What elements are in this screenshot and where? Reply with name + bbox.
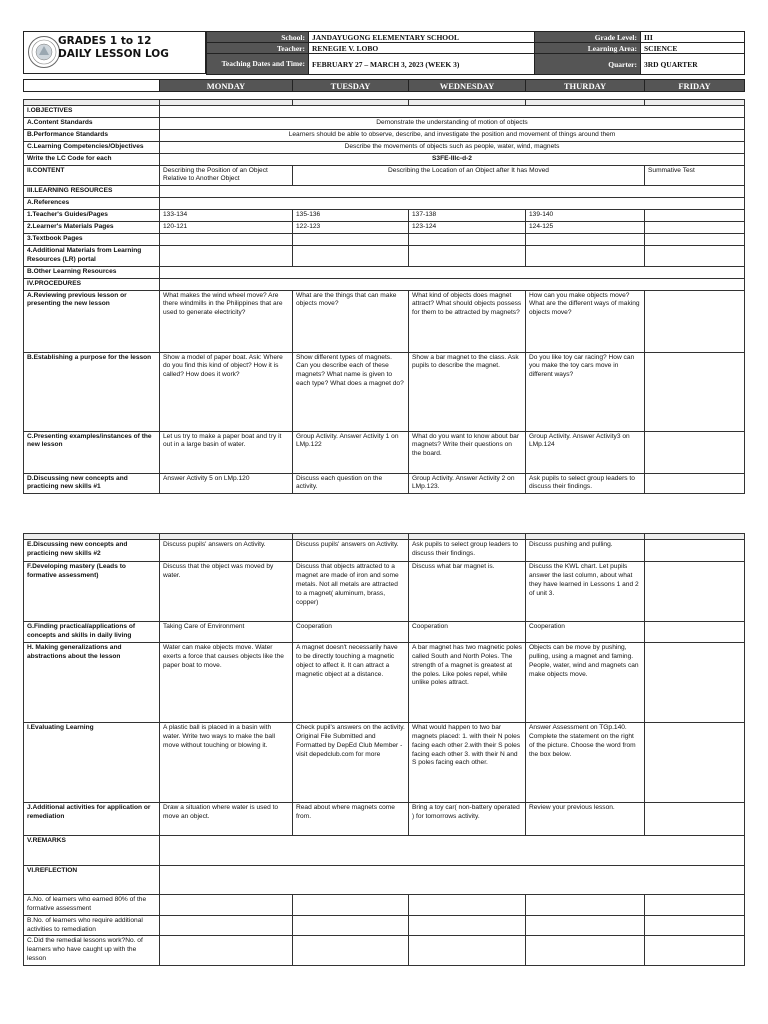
procedure-j-thursday: Review your previous lesson. bbox=[526, 802, 645, 835]
learning-area-value: SCIENCE bbox=[641, 43, 745, 54]
lm-wednesday: 123-124 bbox=[409, 222, 526, 234]
procedure-i-tuesday: Check pupil's answers on the activity. Original File Submitted and Formatted by DepEd Club Member - visit depedclub.com for more bbox=[293, 722, 409, 802]
other-resources-row bbox=[24, 266, 745, 278]
procedure-i-row bbox=[24, 722, 745, 802]
content-monday: Describing the Position of an Object Relative to Another Object bbox=[160, 165, 293, 186]
content-standards-value: Demonstrate the understanding of motion of objects bbox=[160, 117, 745, 129]
empty-cell bbox=[293, 233, 409, 245]
quarter-value: 3RD QUARTER bbox=[641, 54, 745, 75]
lesson-log-table-part1 bbox=[23, 99, 745, 494]
procedure-f-label: F.Developing mastery (Leads to formative assessment) bbox=[24, 562, 160, 622]
quarter-label: Quarter: bbox=[535, 54, 641, 75]
procedure-j-monday: Draw a situation where water is used to move an object. bbox=[160, 802, 293, 835]
empty-cell bbox=[160, 936, 293, 966]
procedure-c-wednesday: What do you want to know about bar magnets? Write their questions on the board. bbox=[409, 431, 526, 473]
procedure-b-row bbox=[24, 352, 745, 431]
day-wednesday: WEDNESDAY bbox=[409, 80, 526, 92]
weekday-header bbox=[23, 79, 745, 92]
procedure-d-row bbox=[24, 473, 745, 494]
procedure-i-friday bbox=[645, 722, 745, 802]
lc-code-value: S3FE-IIIc-d-2 bbox=[160, 153, 745, 165]
procedure-j-tuesday: Read about where magnets come from. bbox=[293, 802, 409, 835]
resources-heading-fill bbox=[160, 186, 745, 198]
procedure-e-tuesday: Discuss pupils' answers on Activity. bbox=[293, 540, 409, 562]
procedure-f-monday: Discuss that the object was moved by water. bbox=[160, 562, 293, 622]
empty-cell bbox=[645, 245, 745, 266]
procedure-b-monday: Show a model of paper boat. Ask: Where do you find this kind of object? How it is called? How does it work? bbox=[160, 352, 293, 431]
empty-cell bbox=[160, 233, 293, 245]
lm-tuesday: 122-123 bbox=[293, 222, 409, 234]
day-friday: FRIDAY bbox=[645, 80, 745, 92]
empty-cell bbox=[526, 894, 645, 915]
learners-materials-row bbox=[24, 222, 745, 234]
procedure-c-tuesday: Group Activity. Answer Activity 1 on LMp.122 bbox=[293, 431, 409, 473]
grade-level-label: Grade Level: bbox=[535, 32, 641, 43]
procedure-f-friday bbox=[645, 562, 745, 622]
resources-heading: III.LEARNING RESOURCES bbox=[24, 186, 160, 198]
reflection-b-label: B.No. of learners who require additional activities to remediation bbox=[24, 915, 160, 936]
empty-cell bbox=[526, 936, 645, 966]
procedure-h-thursday: Objects can be move by pushing, pulling, using a magnet and faming. People, water, wind and magnets can make objects move. bbox=[526, 642, 645, 722]
procedure-b-tuesday: Show different types of magnets. Can you describe each of these magnets? What name is given to each type? What does a magnet do? bbox=[293, 352, 409, 431]
procedure-g-label: G.Finding practical/applications of concepts and skills in daily living bbox=[24, 622, 160, 643]
empty-cell bbox=[645, 233, 745, 245]
remarks-value bbox=[160, 835, 745, 865]
empty-cell bbox=[526, 915, 645, 936]
content-row bbox=[24, 165, 745, 186]
empty-cell bbox=[645, 936, 745, 966]
procedure-j-row bbox=[24, 802, 745, 835]
remarks-row bbox=[24, 835, 745, 865]
procedure-b-thursday: Do you like toy car racing? How can you make the toy cars move in different ways? bbox=[526, 352, 645, 431]
teacher-label: Teacher: bbox=[207, 43, 309, 54]
empty-cell bbox=[293, 915, 409, 936]
procedure-f-row bbox=[24, 562, 745, 622]
procedure-i-monday: A plastic ball is placed in a basin with water. Write two ways to make the ball move without touching or blowing it. bbox=[160, 722, 293, 802]
tg-wednesday: 137-138 bbox=[409, 210, 526, 222]
procedure-e-monday: Discuss pupils' answers on Activity. bbox=[160, 540, 293, 562]
deped-seal-icon bbox=[27, 35, 61, 69]
reflection-a-row bbox=[24, 894, 745, 915]
procedure-h-label: H. Making generalizations and abstractions about the lesson bbox=[24, 642, 160, 722]
procedure-d-tuesday: Discuss each question on the activity. bbox=[293, 473, 409, 494]
procedure-g-friday bbox=[645, 622, 745, 643]
empty-cell bbox=[526, 233, 645, 245]
content-standards-row bbox=[24, 117, 745, 129]
performance-standards-row bbox=[24, 129, 745, 141]
procedure-f-thursday: Discuss the KWL chart. Let pupils answer the last column, about what they have learned in Lessons 1 and 2 of unit 3. bbox=[526, 562, 645, 622]
procedure-g-tuesday: Cooperation bbox=[293, 622, 409, 643]
content-label: II.CONTENT bbox=[24, 165, 160, 186]
other-resources-label: B.Other Learning Resources bbox=[24, 266, 160, 278]
tg-thursday: 139-140 bbox=[526, 210, 645, 222]
procedure-d-label: D.Discussing new concepts and practicing new skills #1 bbox=[24, 473, 160, 494]
other-resources-fill bbox=[160, 266, 745, 278]
procedure-c-thursday: Group Activity. Answer Activity3 on LMp.124 bbox=[526, 431, 645, 473]
procedure-b-wednesday: Show a bar magnet to the class. Ask pupils to describe the magnet. bbox=[409, 352, 526, 431]
additional-materials-row bbox=[24, 245, 745, 266]
content-tue-thu: Describing the Location of an Object after It has Moved bbox=[293, 165, 645, 186]
procedure-f-wednesday: Discuss what bar magnet is. bbox=[409, 562, 526, 622]
procedure-b-friday bbox=[645, 352, 745, 431]
content-standards-label: A.Content Standards bbox=[24, 117, 160, 129]
procedure-c-friday bbox=[645, 431, 745, 473]
empty-cell bbox=[293, 936, 409, 966]
reflection-b-row bbox=[24, 915, 745, 936]
teachers-guide-label: 1.Teacher's Guides/Pages bbox=[24, 210, 160, 222]
additional-materials-label: 4.Additional Materials from Learning Resources (LR) portal bbox=[24, 245, 160, 266]
empty-cell bbox=[293, 894, 409, 915]
performance-standards-label: B.Performance Standards bbox=[24, 129, 160, 141]
procedure-e-thursday: Discuss pushing and pulling. bbox=[526, 540, 645, 562]
empty-cell bbox=[409, 915, 526, 936]
procedure-f-tuesday: Discuss that objects attracted to a magnet are made of iron and some metals. Not all metals are attracted to a magnet( aluminum, brass, copper) bbox=[293, 562, 409, 622]
form-title bbox=[58, 35, 169, 61]
lesson-log-table-part2 bbox=[23, 533, 745, 966]
procedure-h-friday bbox=[645, 642, 745, 722]
procedure-b-label: B.Establishing a purpose for the lesson bbox=[24, 352, 160, 431]
procedure-a-monday: What makes the wind wheel move? Are there windmills in the Philippines that are used to generate electricity? bbox=[160, 290, 293, 352]
references-row bbox=[24, 198, 745, 210]
competencies-row bbox=[24, 141, 745, 153]
teaching-dates-label: Teaching Dates and Time: bbox=[207, 54, 309, 75]
tg-friday bbox=[645, 210, 745, 222]
lc-code-row bbox=[24, 153, 745, 165]
empty-cell bbox=[160, 245, 293, 266]
empty-cell bbox=[645, 915, 745, 936]
empty-cell bbox=[526, 245, 645, 266]
procedure-a-thursday: How can you make objects move? What are the different ways of making objects move? bbox=[526, 290, 645, 352]
procedure-e-label: E.Discussing new concepts and practicing new skills #2 bbox=[24, 540, 160, 562]
learners-materials-label: 2.Learner's Materials Pages bbox=[24, 222, 160, 234]
textbook-label: 3.Textbook Pages bbox=[24, 233, 160, 245]
procedure-d-friday bbox=[645, 473, 745, 494]
procedure-h-row bbox=[24, 642, 745, 722]
procedure-d-monday: Answer Activity 5 on LMp.120 bbox=[160, 473, 293, 494]
day-monday: MONDAY bbox=[160, 80, 293, 92]
form-title-line2: DAILY LESSON LOG bbox=[58, 48, 169, 60]
procedure-i-wednesday: What would happen to two bar magnets placed: 1. with their N poles facing each other 2.with their S poles facing each other 3. with their N and S poles facing each other. bbox=[409, 722, 526, 802]
learning-area-label: Learning Area: bbox=[535, 43, 641, 54]
procedure-a-row bbox=[24, 290, 745, 352]
reflection-label: VI.REFLECTION bbox=[24, 865, 160, 894]
procedure-i-thursday: Answer Assessment on TGp.140. Complete the statement on the right of the picture. Choose the word from the box below. bbox=[526, 722, 645, 802]
lc-code-label: Write the LC Code for each bbox=[24, 153, 160, 165]
empty-cell bbox=[160, 915, 293, 936]
procedure-e-friday bbox=[645, 540, 745, 562]
reflection-c-label: C.Did the remedial lessons work?No. of learners who have caught up with the lesson bbox=[24, 936, 160, 966]
procedure-c-row bbox=[24, 431, 745, 473]
procedure-g-row bbox=[24, 622, 745, 643]
lm-thursday: 124-125 bbox=[526, 222, 645, 234]
tg-monday: 133-134 bbox=[160, 210, 293, 222]
objectives-heading-row bbox=[24, 106, 745, 118]
reflection-a-label: A.No. of learners who earned 80% of the formative assessment bbox=[24, 894, 160, 915]
teaching-dates-value: FEBRUARY 27 – MARCH 3, 2023 (WEEK 3) bbox=[309, 54, 535, 75]
content-friday: Summative Test bbox=[645, 165, 745, 186]
day-tuesday: TUESDAY bbox=[293, 80, 409, 92]
competencies-value: Describe the movements of objects such as people, water, wind, magnets bbox=[160, 141, 745, 153]
empty-cell bbox=[645, 894, 745, 915]
teachers-guide-row bbox=[24, 210, 745, 222]
procedure-d-thursday: Ask pupils to select group leaders to discuss their findings. bbox=[526, 473, 645, 494]
reflection-row bbox=[24, 865, 745, 894]
procedure-j-wednesday: Bring a toy car( non-battery operated ) for tomorrows activity. bbox=[409, 802, 526, 835]
procedures-heading-fill bbox=[160, 278, 745, 290]
procedure-g-thursday: Cooperation bbox=[526, 622, 645, 643]
lm-monday: 120-121 bbox=[160, 222, 293, 234]
procedure-h-monday: Water can make objects move. Water exerts a force that causes objects like the paper boat to move. bbox=[160, 642, 293, 722]
procedure-g-wednesday: Cooperation bbox=[409, 622, 526, 643]
procedure-j-friday bbox=[645, 802, 745, 835]
competencies-label: C.Learning Competencies/Objectives bbox=[24, 141, 160, 153]
references-fill bbox=[160, 198, 745, 210]
empty-cell bbox=[160, 894, 293, 915]
day-thursday: THURDAY bbox=[526, 80, 645, 92]
procedure-d-wednesday: Group Activity. Answer Activity 2 on LMp.123. bbox=[409, 473, 526, 494]
weekday-header-blank bbox=[24, 80, 160, 92]
procedure-a-wednesday: What kind of objects does magnet attract? What should objects possess for them to be attracted by magnets? bbox=[409, 290, 526, 352]
reflection-c-row bbox=[24, 936, 745, 966]
school-label: School: bbox=[207, 32, 309, 43]
empty-cell bbox=[409, 894, 526, 915]
procedure-c-label: C.Presenting examples/instances of the new lesson bbox=[24, 431, 160, 473]
objectives-heading-fill bbox=[160, 106, 745, 118]
teacher-value: RENEGIE V. LOBO bbox=[309, 43, 535, 54]
resources-heading-row bbox=[24, 186, 745, 198]
procedure-e-row bbox=[24, 540, 745, 562]
header-info-table bbox=[206, 31, 745, 75]
performance-standards-value: Learners should be able to observe, describe, and investigate the position and movement of things around them bbox=[160, 129, 745, 141]
lm-friday bbox=[645, 222, 745, 234]
objectives-heading: I.OBJECTIVES bbox=[24, 106, 160, 118]
procedure-a-tuesday: What are the things that can make objects move? bbox=[293, 290, 409, 352]
empty-cell bbox=[409, 936, 526, 966]
procedure-h-tuesday: A magnet doesn't necessarily have to be directly touching a magnetic object to affect it. It can attract a magnetic object at a distance. bbox=[293, 642, 409, 722]
references-label: A.References bbox=[24, 198, 160, 210]
empty-cell bbox=[409, 245, 526, 266]
procedure-g-monday: Taking Care of Environment bbox=[160, 622, 293, 643]
procedures-heading-row bbox=[24, 278, 745, 290]
procedure-e-wednesday: Ask pupils to select group leaders to discuss their findings. bbox=[409, 540, 526, 562]
procedure-h-wednesday: A bar magnet has two magnetic poles called South and North Poles. The strength of a magnet is greatest at the poles. Like poles repel, while unlike poles attract. bbox=[409, 642, 526, 722]
reflection-value bbox=[160, 865, 745, 894]
form-title-line1: GRADES 1 to 12 bbox=[58, 35, 152, 47]
procedure-c-monday: Let us try to make a paper boat and try it out in a large basin of water. bbox=[160, 431, 293, 473]
procedures-heading: IV.PROCEDURES bbox=[24, 278, 160, 290]
procedure-a-label: A.Reviewing previous lesson or presenting the new lesson bbox=[24, 290, 160, 352]
empty-cell bbox=[293, 245, 409, 266]
grade-level-value: III bbox=[641, 32, 745, 43]
tg-tuesday: 135-136 bbox=[293, 210, 409, 222]
header-title-box bbox=[23, 31, 206, 74]
textbook-row bbox=[24, 233, 745, 245]
empty-cell bbox=[409, 233, 526, 245]
procedure-j-label: J.Additional activities for application or remediation bbox=[24, 802, 160, 835]
procedure-a-friday bbox=[645, 290, 745, 352]
school-value: JANDAYUGONG ELEMENTARY SCHOOL bbox=[309, 32, 535, 43]
procedure-i-label: I.Evaluating Learning bbox=[24, 722, 160, 802]
remarks-label: V.REMARKS bbox=[24, 835, 160, 865]
